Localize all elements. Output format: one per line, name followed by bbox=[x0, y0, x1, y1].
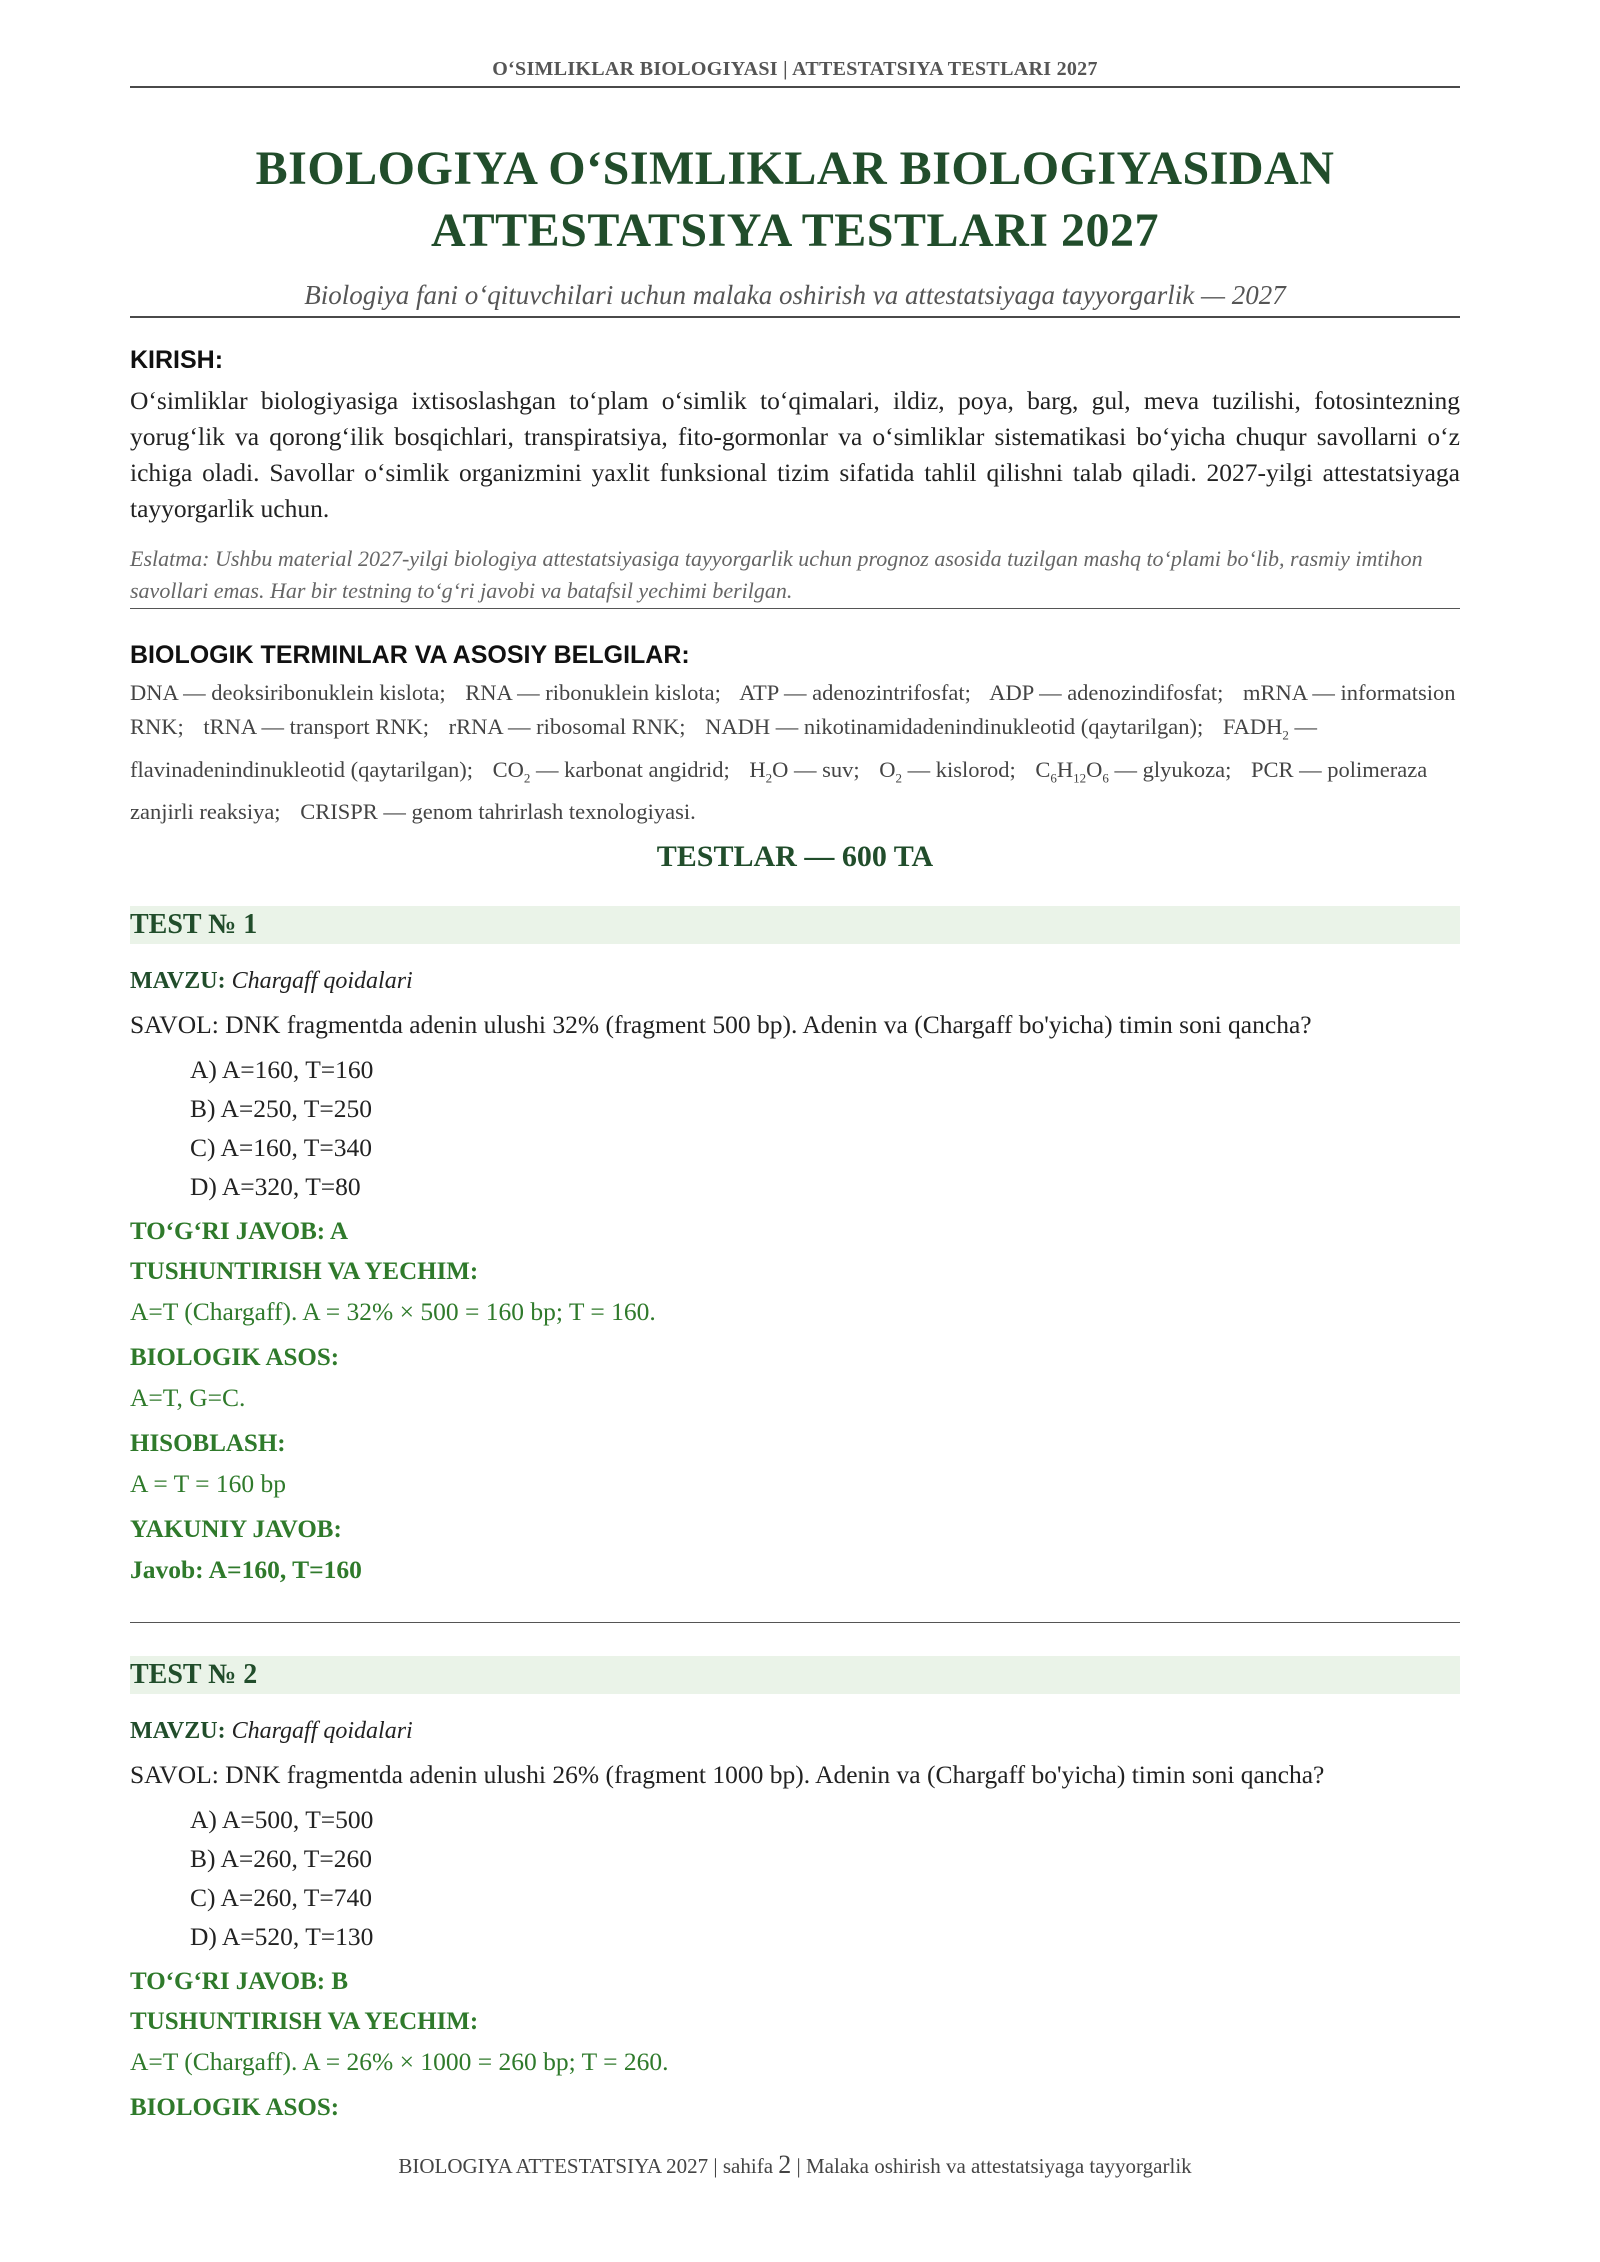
option-b: B) A=260, T=260 bbox=[190, 1844, 373, 1873]
topic-label: MAVZU: bbox=[130, 968, 226, 994]
option-c: C) A=160, T=340 bbox=[190, 1133, 373, 1162]
topic-value: Chargaff qoidalari bbox=[231, 968, 413, 994]
term-glucose: $C_6H_{12}O_6$ — glyukoza; bbox=[1035, 756, 1232, 785]
option-a: A) A=160, T=160 bbox=[190, 1055, 374, 1084]
explanation-heading: TUSHUNTIRISH VA YECHIM: bbox=[130, 1258, 479, 1285]
test-question: SAVOL: DNK fragmentda adenin ulushi 26% (fragment 1000 bp). Adenin va (Chargaff bo'yicha) timin soni qancha? bbox=[130, 1760, 1325, 1789]
test-title: TEST № 1 bbox=[130, 906, 1460, 944]
option-b: B) A=250, T=250 bbox=[190, 1094, 373, 1123]
calculation-heading: HISOBLASH: bbox=[130, 1430, 286, 1457]
basis-text: A=T, G=C. bbox=[130, 1383, 246, 1412]
basis-heading: BIOLOGIK ASOS: bbox=[130, 2094, 340, 2121]
explanation-text: A=T (Chargaff). A = 32% × 500 = 160 bp; T = 160. bbox=[130, 1297, 656, 1326]
final-answer: Javob: A=160, T=160 bbox=[130, 1555, 362, 1584]
terms-heading: BIOLOGIK TERMINLAR VA ASOSIY BELGILAR: bbox=[130, 641, 690, 669]
document-title bbox=[130, 138, 1460, 262]
intro-text: O‘simliklar biologiyasiga ixtisoslashgan to‘plam o‘simlik to‘qimalari, ildiz, poya, barg, gul, meva tuzilishi, fotosintezning yorug‘lik va qorong‘ilik bosqichlari, transpiratsiya, fito-gormonlar va o‘simliklar sistematikasi bo‘yicha chuqur savollarni o‘z ichiga oladi. Savollar o‘simlik organizmini yaxlit funksional tizim sifatida tahlil qilishni talab qiladi. 2027-yilgi attestatsiyaga tayyorgarlik uchun. bbox=[130, 386, 1460, 523]
running-header: O‘SIMLIKLAR BIOLOGIYASI | ATTESTATSIYA TESTLARI 2027 bbox=[492, 58, 1098, 80]
answer-options bbox=[130, 1800, 1460, 1956]
explanation-heading: TUSHUNTIRISH VA YECHIM: bbox=[130, 2008, 479, 2035]
calculation-text: A = T = 160 bp bbox=[130, 1469, 287, 1498]
test-title: TEST № 2 bbox=[130, 1656, 1460, 1694]
term-rrna: rRNA — ribosomal RNK; bbox=[448, 714, 686, 739]
correct-answer: TO‘G‘RI JAVOB: A bbox=[130, 1218, 349, 1245]
terms-list bbox=[130, 676, 1460, 829]
intro-note: Eslatma: Ushbu material 2027-yilgi biologiya attestatsiyasiga tayyorgarlik uchun prognoz asosida tuzilgan mashq to‘plami bo‘lib, rasmiy imtihon savollari emas. Har bir testning to‘g‘ri javobi va batafsil yechimi berilgan. bbox=[130, 546, 1423, 603]
option-d: D) A=320, T=80 bbox=[190, 1172, 361, 1201]
term-co2: $CO_2$ — karbonat angidrid; bbox=[492, 756, 730, 785]
header-rule bbox=[130, 86, 1460, 88]
test-question: SAVOL: DNK fragmentda adenin ulushi 32% (fragment 500 bp). Adenin va (Chargaff bo'yicha) timin soni qancha? bbox=[130, 1010, 1312, 1039]
term-adp: ADP — adenozindifosfat; bbox=[989, 680, 1224, 705]
correct-answer: TO‘G‘RI JAVOB: B bbox=[130, 1968, 349, 1995]
option-d: D) A=520, T=130 bbox=[190, 1922, 374, 1951]
footer-left: BIOLOGIYA ATTESTATSIYA 2027 | sahifa bbox=[398, 2154, 774, 2178]
term-trna: tRNA — transport RNK; bbox=[203, 714, 430, 739]
title-line-1: BIOLOGIYA O‘SIMLIKLAR BIOLOGIYASIDAN bbox=[255, 142, 1335, 195]
test-block-2 bbox=[130, 1656, 1460, 2128]
term-nadh: NADH — nikotinamidadenindinukleotid (qaytarilgan); bbox=[705, 714, 1204, 739]
page-footer bbox=[130, 2150, 1460, 2180]
term-dna: DNA — deoksiribonuklein kislota; bbox=[130, 680, 446, 705]
title-line-2: ATTESTATSIYA TESTLARI 2027 bbox=[431, 204, 1159, 257]
term-pcr: PCR — polimeraza zanjirli reaksiya; bbox=[130, 756, 1428, 824]
term-rna: RNA — ribonuklein kislota; bbox=[465, 680, 721, 705]
test-topic bbox=[130, 966, 1460, 996]
term-atp: ATP — adenozintrifosfat; bbox=[739, 680, 971, 705]
term-fadh2: $FADH_2$ — flavinadenindinukleotid (qaytarilgan); bbox=[130, 714, 1318, 782]
explanation-text: A=T (Chargaff). A = 26% × 1000 = 260 bp; T = 260. bbox=[130, 2047, 669, 2076]
topic-value: Chargaff qoidalari bbox=[231, 1718, 413, 1744]
option-a: A) A=500, T=500 bbox=[190, 1805, 374, 1834]
option-c: C) A=260, T=740 bbox=[190, 1883, 373, 1912]
footer-right: | Malaka oshirish va attestatsiyaga tayyorgarlik bbox=[796, 2154, 1192, 2178]
basis-heading: BIOLOGIK ASOS: bbox=[130, 1344, 340, 1371]
term-h2o: $H_2O$ — suv; bbox=[749, 756, 860, 785]
intro-heading: KIRISH: bbox=[130, 346, 224, 374]
document-subtitle: Biologiya fani o‘qituvchilari uchun malaka oshirish va attestatsiyaga tayyorgarlik — 2027 bbox=[304, 280, 1286, 310]
term-crispr: CRISPR — genom tahrirlash texnologiyasi. bbox=[300, 799, 696, 824]
tests-section-heading: TESTLAR — 600 TA bbox=[656, 840, 934, 873]
test-separator bbox=[130, 1622, 1460, 1623]
final-answer-heading: YAKUNIY JAVOB: bbox=[130, 1516, 342, 1543]
intro-rule bbox=[130, 608, 1460, 609]
test-block-1 bbox=[130, 906, 1460, 1590]
subtitle-rule bbox=[130, 316, 1460, 318]
page-number: 2 bbox=[778, 2150, 792, 2179]
topic-label: MAVZU: bbox=[130, 1718, 226, 1744]
term-mrna: mRNA — informatsion RNK; bbox=[130, 680, 1456, 739]
answer-options bbox=[130, 1050, 1460, 1206]
term-o2: $O_2$ — kislorod; bbox=[879, 756, 1016, 785]
test-topic bbox=[130, 1716, 1460, 1746]
